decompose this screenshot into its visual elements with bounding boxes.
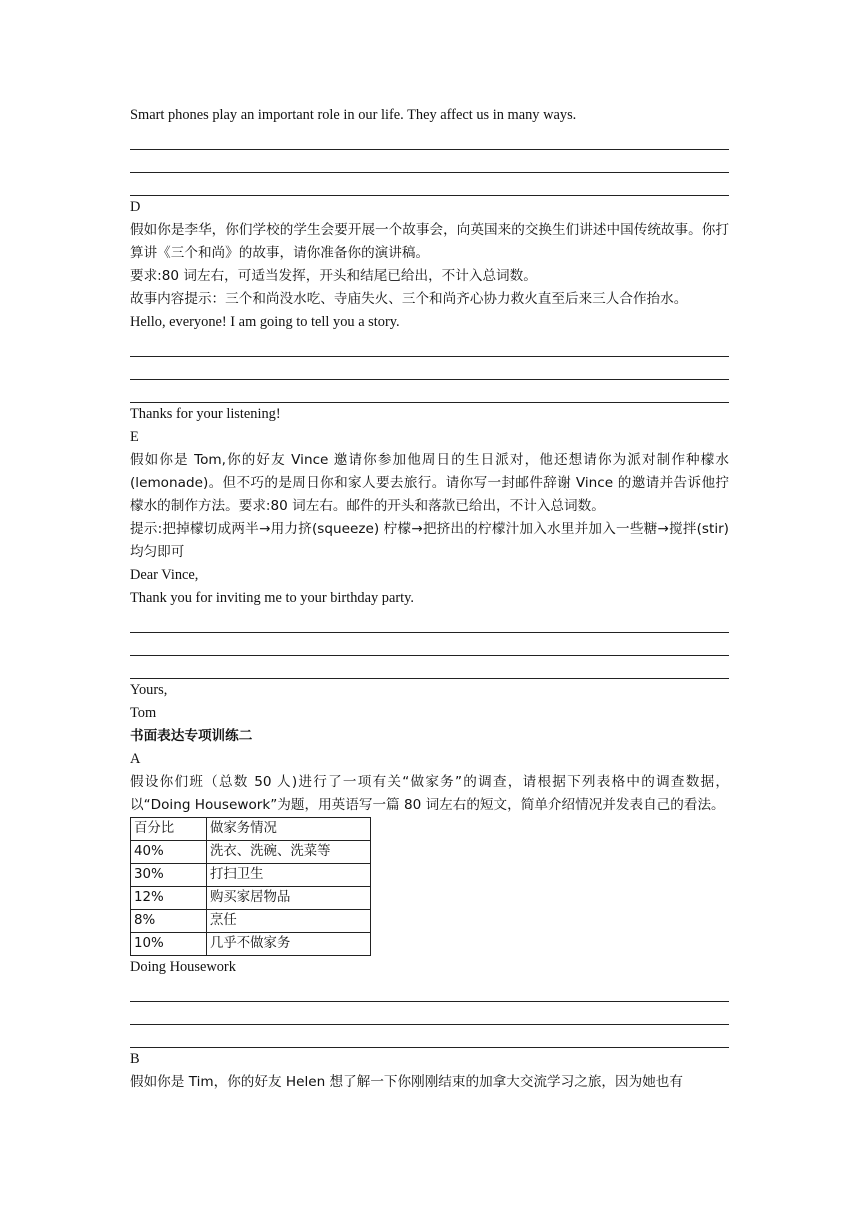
writing-line[interactable] [130, 656, 729, 679]
table-cell-percent: 30% [131, 864, 207, 887]
table-cell-percent: 40% [131, 841, 207, 864]
section-b-letter: B [130, 1051, 140, 1067]
part-two-heading: 书面表达专项训练二 [130, 728, 253, 744]
document-page [130, 104, 729, 1094]
writing-line[interactable] [130, 979, 729, 1002]
section-e-signoff: Yours, [130, 682, 168, 698]
writing-line[interactable] [130, 150, 729, 173]
writing-line[interactable] [130, 357, 729, 380]
writing-line[interactable] [130, 380, 729, 403]
section-e-letter: E [130, 429, 139, 445]
section-e-hint: 提示:把掉檬切成两半→用力挤(squeeze) 柠檬→把挤出的柠檬汁加入水里并加入一些糖→搅拌(stir)均匀即可 [130, 521, 729, 560]
section-b-prompt: 假如你是 Tim，你的好友 Helen 想了解一下你刚刚结束的加拿大交流学习之旅，因为她也有 [130, 1074, 683, 1090]
writing-line[interactable] [130, 173, 729, 196]
section-d-requirement: 要求:80 词左右，可适当发挥，开头和结尾已给出，不计入总词数。 [130, 268, 537, 284]
section-d-letter: D [130, 199, 141, 215]
section-a-letter: A [130, 751, 141, 767]
table-cell-percent: 12% [131, 887, 207, 910]
table-row [131, 933, 371, 956]
section-d-closing: Thanks for your listening! [130, 406, 281, 422]
table-row [131, 841, 371, 864]
writing-line[interactable] [130, 633, 729, 656]
section-a-prompt: 假设你们班（总数 50 人)进行了一项有关“做家务”的调查，请根据下列表格中的调查数据，以“Doing Housework”为题，用英语写一篇 80 词左右的短文，简单介绍情况并发表自己的看法。 [130, 774, 729, 813]
section-c-opening: Smart phones play an important role in our life. They affect us in many ways. [130, 107, 577, 123]
table-row [131, 910, 371, 933]
section-d-hint: 故事内容提示：三个和尚没水吃、寺庙失火、三个和尚齐心协力救火直至后来三人合作抬水。 [130, 291, 688, 307]
survey-table [130, 817, 371, 956]
writing-line[interactable] [130, 334, 729, 357]
table-cell-activity: 烹任 [207, 910, 371, 933]
section-d-prompt: 假如你是李华，你们学校的学生会要开展一个故事会，向英国来的交换生们讲述中国传统故事。你打算讲《三个和尚》的故事，请你准备你的演讲稿。 [130, 222, 729, 261]
section-a-title: Doing Housework [130, 959, 236, 975]
table-cell-percent: 8% [131, 910, 207, 933]
section-e-opening: Thank you for inviting me to your birthday party. [130, 590, 415, 606]
section-e-signature: Tom [130, 705, 157, 721]
writing-line[interactable] [130, 1002, 729, 1025]
table-cell-activity: 打扫卫生 [207, 864, 371, 887]
table-cell-activity: 购买家居物品 [207, 887, 371, 910]
writing-line[interactable] [130, 127, 729, 150]
section-d-opening: Hello, everyone! I am going to tell you a story. [130, 314, 400, 330]
table-cell-activity: 洗衣、洗碗、洗菜等 [207, 841, 371, 864]
table-header-cell: 做家务情况 [207, 818, 371, 841]
section-e-prompt: 假如你是 Tom,你的好友 Vince 邀请你参加他周日的生日派对，他还想请你为派对制作种檬水(lemonade)。但不巧的是周日你和家人要去旅行。请你写一封邮件辞谢 Vince 的邀请并告诉他拧檬水的制作方法。要求:80 词左右。邮件的开头和落款已给出，不计入总词数。 [130, 452, 729, 514]
table-header-row [131, 818, 371, 841]
table-cell-activity: 几乎不做家务 [207, 933, 371, 956]
table-header-cell: 百分比 [131, 818, 207, 841]
table-cell-percent: 10% [131, 933, 207, 956]
writing-line[interactable] [130, 610, 729, 633]
table-row [131, 864, 371, 887]
writing-line[interactable] [130, 1025, 729, 1048]
table-row [131, 887, 371, 910]
section-e-greeting: Dear Vince, [130, 567, 199, 583]
